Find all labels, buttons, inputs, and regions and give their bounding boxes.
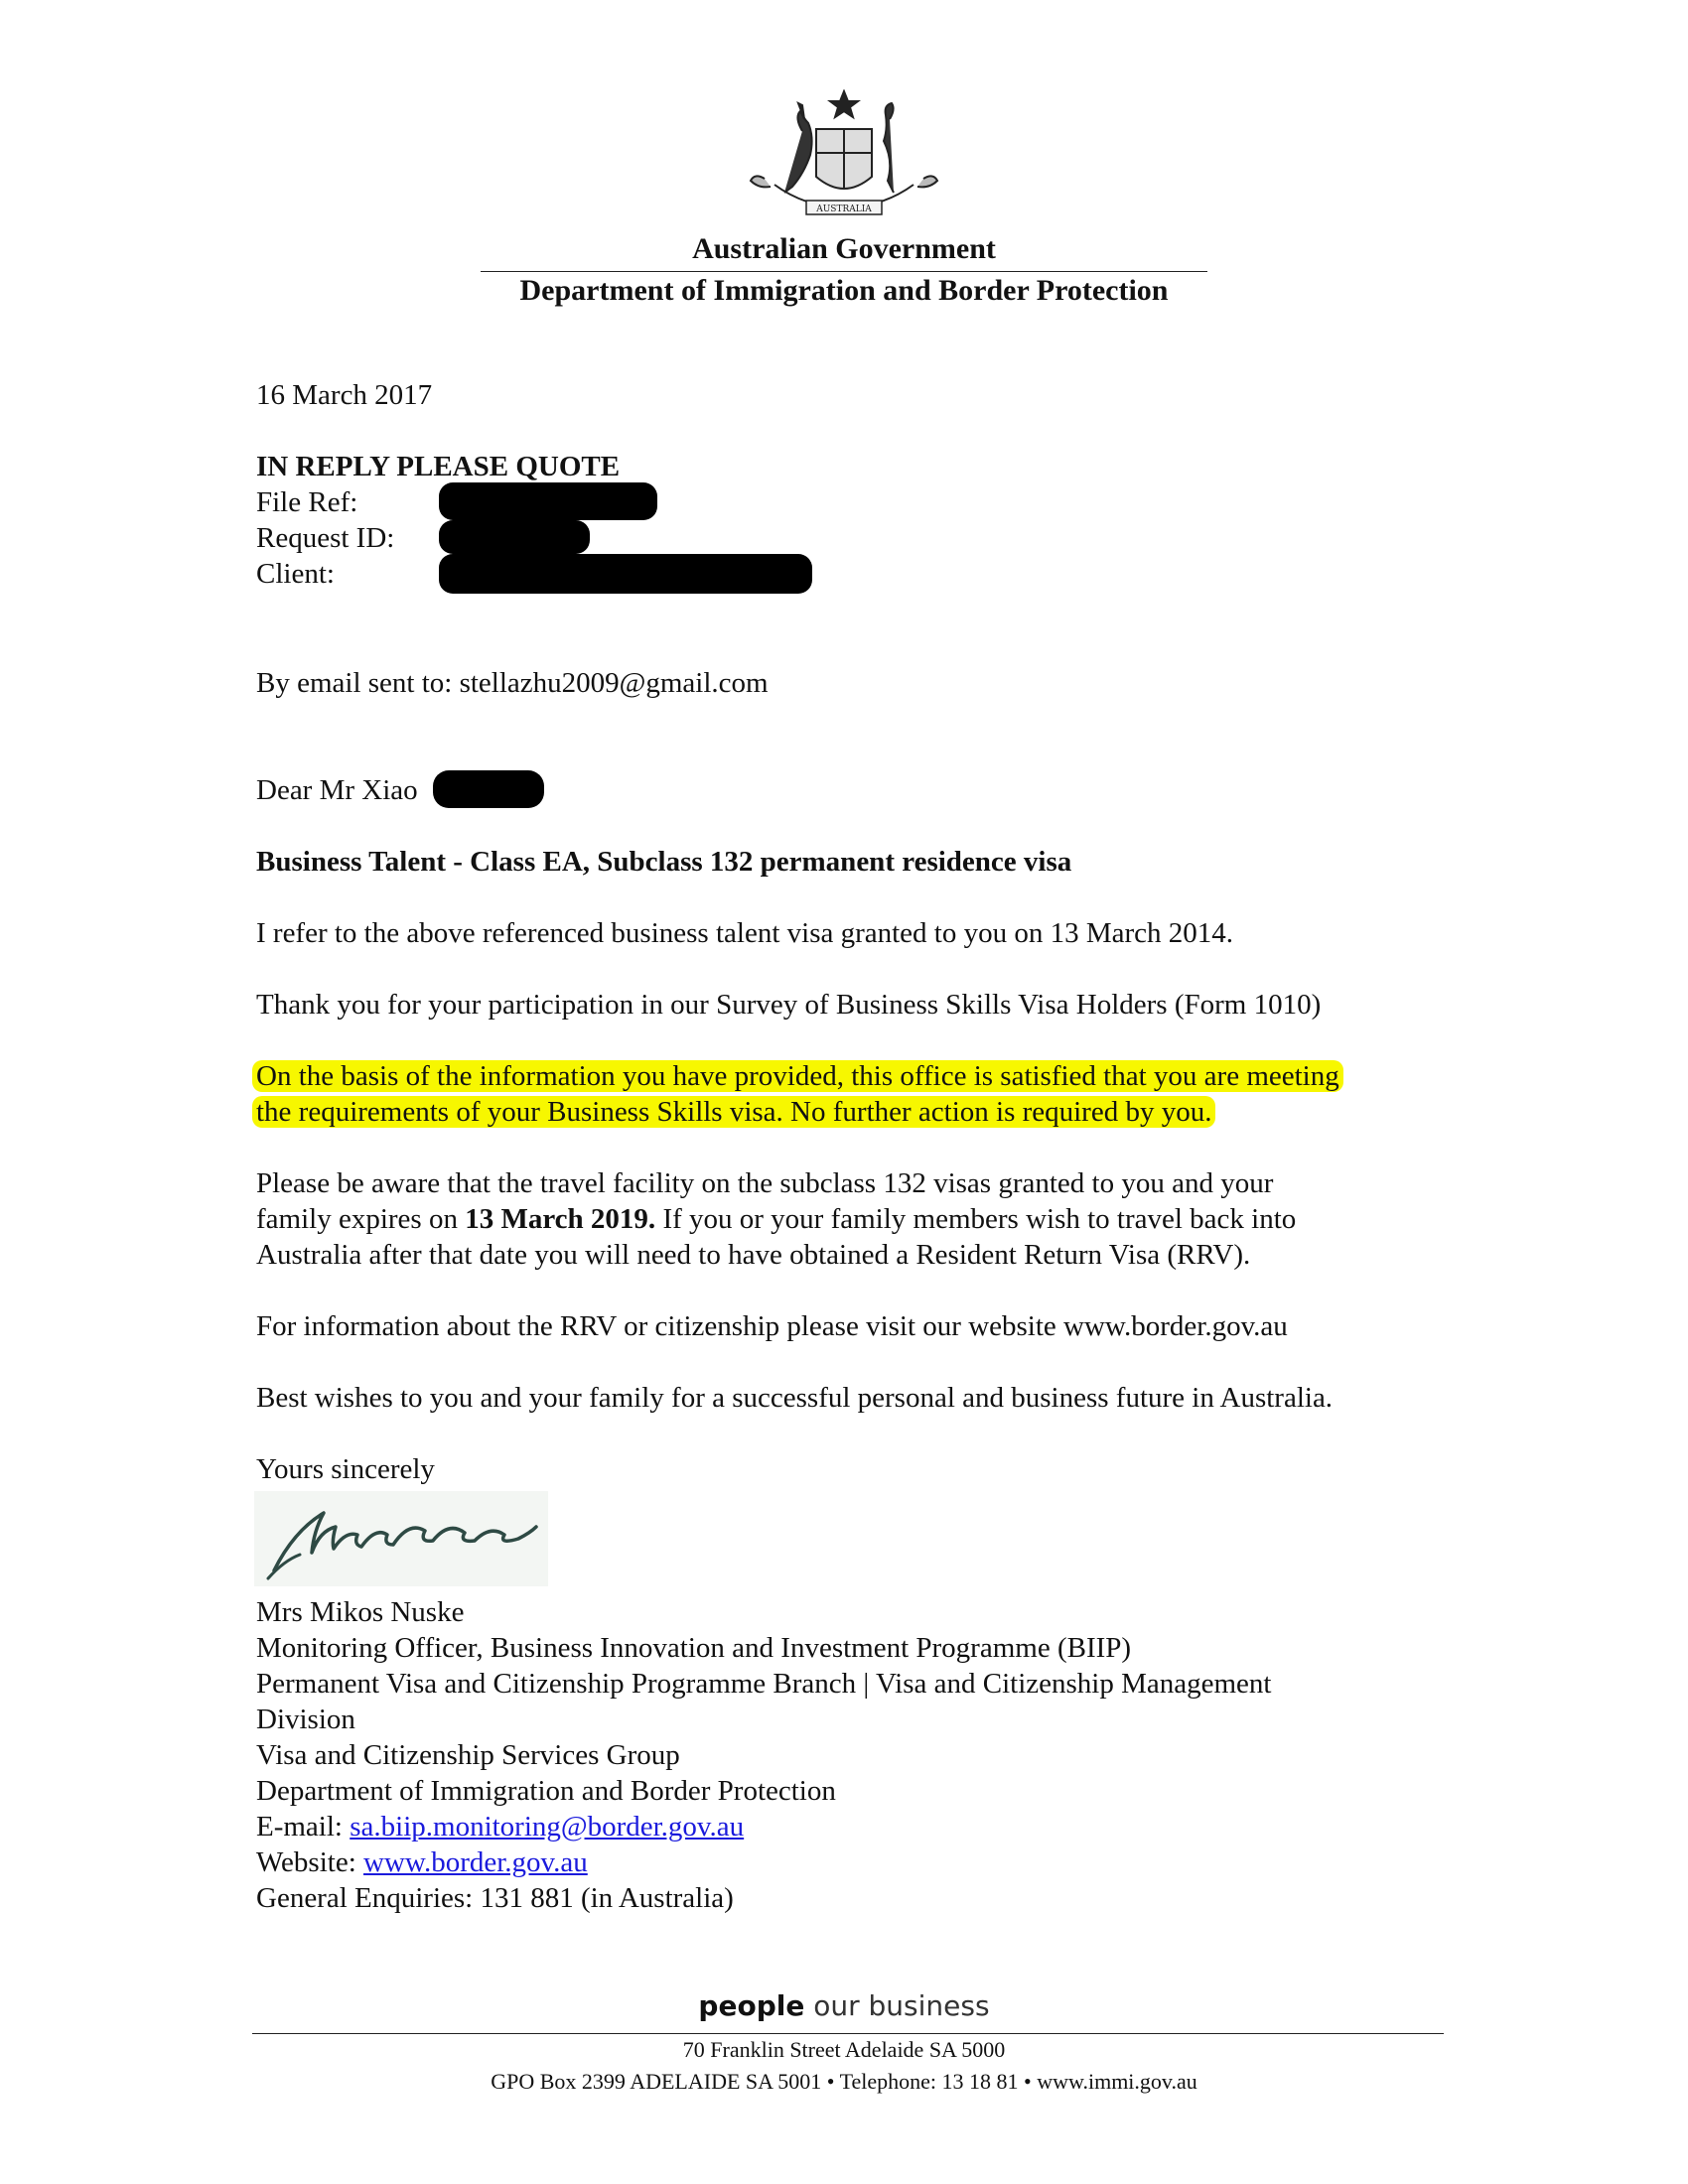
signatory-branch-line-2: Division bbox=[256, 1704, 355, 1735]
signatory-email-line: E-mail: sa.biip.monitoring@border.gov.au bbox=[256, 1811, 745, 1843]
expiry-date: 13 March 2019. bbox=[465, 1203, 656, 1235]
footer-divider bbox=[252, 2033, 1444, 2034]
government-title: Australian Government bbox=[692, 232, 996, 265]
footer-address: 70 Franklin Street Adelaide SA 5000 bbox=[682, 2037, 1006, 2062]
signature-block bbox=[256, 1594, 1477, 1916]
signatory-role: Monitoring Officer, Business Innovation and Investment Programme (BIIP) bbox=[256, 1632, 1132, 1664]
crest-banner-text: AUSTRALIA bbox=[816, 205, 872, 214]
client-label: Client: bbox=[256, 558, 335, 590]
signatory-branch-line-1: Permanent Visa and Citizenship Programme Branch | Visa and Citizenship Management bbox=[256, 1668, 1272, 1700]
redacted-request-id bbox=[439, 520, 590, 554]
highlight-line-2: the requirements of your Business Skills visa. No further action is required by you. bbox=[252, 1096, 1215, 1128]
paragraph-best-wishes: Best wishes to you and your family for a successful personal and business future in Australia. bbox=[256, 1382, 1334, 1414]
reply-quote-heading: IN REPLY PLEASE QUOTE bbox=[256, 451, 621, 482]
handwritten-signature-icon bbox=[254, 1491, 548, 1586]
signatory-name: Mrs Mikos Nuske bbox=[256, 1596, 465, 1628]
general-enquiries: General Enquiries: 131 881 (in Australia) bbox=[256, 1882, 734, 1914]
header-divider bbox=[481, 271, 1207, 272]
request-id-label: Request ID: bbox=[256, 522, 395, 554]
website-link[interactable]: www.border.gov.au bbox=[363, 1846, 588, 1878]
footer-contact: GPO Box 2399 ADELAIDE SA 5001 • Telephone: 13 18 81 • www.immi.gov.au bbox=[491, 2069, 1197, 2094]
paragraph-survey-thanks: Thank you for your participation in our Survey of Business Skills Visa Holders (Form 1010) bbox=[256, 989, 1322, 1021]
closing: Yours sincerely bbox=[256, 1453, 435, 1485]
paragraph-rrv-info: For information about the RRV or citizenship please visit our website www.border.gov.au bbox=[256, 1310, 1288, 1342]
travel-line-2: family expires on 13 March 2019. If you or your family members wish to travel back into bbox=[256, 1203, 1297, 1235]
department-title: Department of Immigration and Border Protection bbox=[519, 274, 1169, 307]
travel-line-1: Please be aware that the travel facility on the subclass 132 visas granted to you and your bbox=[256, 1167, 1274, 1199]
file-ref-label: File Ref: bbox=[256, 486, 358, 518]
salutation: Dear Mr Xiao bbox=[256, 774, 418, 806]
highlighted-paragraph bbox=[256, 1058, 1477, 1130]
email-sent-line: By email sent to: stellazhu2009@gmail.com bbox=[256, 667, 769, 699]
redacted-client bbox=[439, 554, 812, 594]
email-link[interactable]: sa.biip.monitoring@border.gov.au bbox=[350, 1811, 745, 1843]
paragraph-visa-reference: I refer to the above referenced business talent visa granted to you on 13 March 2014. bbox=[256, 917, 1234, 949]
paragraph-travel-facility bbox=[256, 1165, 1477, 1273]
redacted-file-ref bbox=[439, 482, 657, 520]
signatory-website-line: Website: www.border.gov.au bbox=[256, 1846, 588, 1878]
signatory-department: Department of Immigration and Border Protection bbox=[256, 1775, 836, 1807]
coat-of-arms-icon bbox=[745, 89, 943, 228]
letter-date: 16 March 2017 bbox=[256, 379, 433, 411]
letter-subject: Business Talent - Class EA, Subclass 132 permanent residence visa bbox=[256, 846, 1072, 878]
redacted-surname bbox=[433, 770, 544, 808]
travel-line-3: Australia after that date you will need to have obtained a Resident Return Visa (RRV). bbox=[256, 1239, 1251, 1271]
footer-tagline: people our business bbox=[698, 1989, 990, 2022]
highlight-line-1: On the basis of the information you have provided, this office is satisfied that you are meeting bbox=[252, 1060, 1343, 1092]
signatory-group: Visa and Citizenship Services Group bbox=[256, 1739, 680, 1771]
